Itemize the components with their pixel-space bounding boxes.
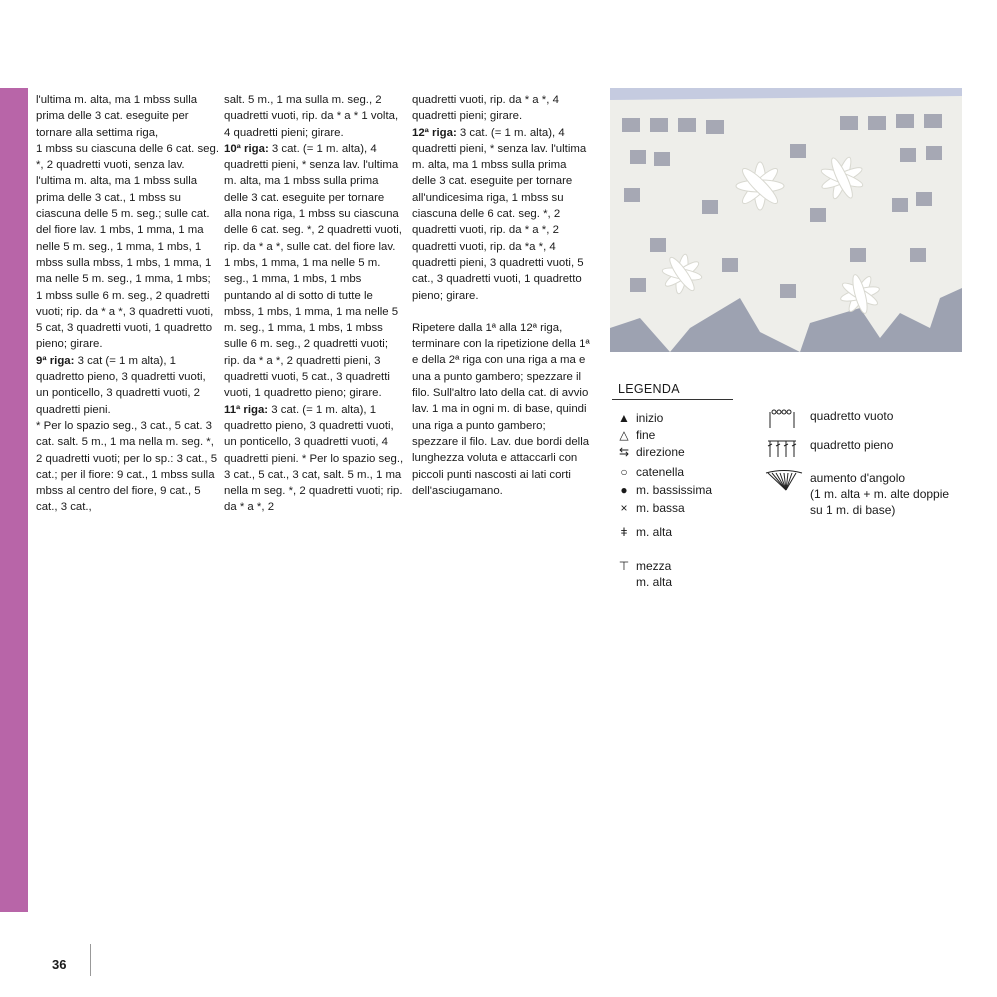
row-heading: 9ª riga: [36, 354, 75, 367]
text-column-1 [36, 92, 219, 516]
crochet-chart [40, 596, 930, 914]
paragraph [412, 92, 592, 125]
text-column-3 [412, 92, 592, 499]
legend-label: quadretto pieno [810, 438, 894, 452]
legend-item-bassissima [612, 482, 712, 498]
paragraph-text: quadretti vuoti, rip. da * a *, 4 quadretti pieni; girare. [412, 94, 559, 123]
paragraph [36, 141, 219, 353]
alta-icon: ǂ [620, 525, 628, 539]
legend-label: catenella [636, 465, 685, 479]
legend-label: aumento d'angolo (1 m. alta + m. alte doppie su 1 m. di base) [810, 471, 950, 517]
paragraph [36, 418, 219, 516]
legend-label: mezza m. alta [636, 559, 673, 589]
legend-item-inizio [612, 410, 663, 426]
legend-label: direzione [636, 445, 685, 459]
paragraph-text: 1 mbss su ciascuna delle 6 cat. seg. *, 2 quadretti vuoti, senza lav. l'ultima m. alta, ma 1 mbss sulla prima delle 3 cat., 1 mbss su ciascuna delle 5 m. seg.; sulle cat. del fiore lav. 1 mbs, 1 mma, 1 ma nelle 5 m. seg., 1 mma, 1 mbs, 1 mbss sulla mbss, 1 mbs, 1 mma, 1 ma nelle 5 m. seg., 1 mma, 1 mbs; 1 mbss sulle 6 m. seg., 2 quadretti vuoti; rip. da * a *, 3 quadretti vuoti, 5 cat, 3 quadretti vuoti, 1 quadretto pieno; girare. [36, 142, 219, 351]
fine-icon: △ [619, 428, 629, 442]
inizio-icon: ▲ [618, 411, 630, 425]
paragraph [224, 141, 404, 402]
legend-label: m. alta [636, 525, 673, 539]
text-column-2 [224, 92, 404, 516]
legend-label: quadretto vuoto [810, 409, 894, 423]
legend [612, 382, 962, 589]
lace-photo [610, 88, 962, 352]
legend-label: fine [636, 428, 656, 442]
legend-item-fine [612, 427, 655, 443]
legend-item-mezza-alta [612, 558, 672, 590]
paragraph-text: salt. 5 m., 1 ma sulla m. seg., 2 quadretti vuoti, rip. da * a * 1 volta, 4 quadretti pieni; girare. [224, 94, 399, 139]
quadretto-pieno-icon [764, 437, 810, 462]
paragraph-text: 3 cat. (= 1 m. alta), 4 quadretti pieni, * senza lav. l'ultima m. alta, ma 1 mbss sulla prima delle 3 cat. eseguite per tornare alla nona riga, 1 mbss su ciascuna delle 6 cat. seg. *, 2 quadretti vuoti, rip. da * a *, sulle cat. del fiore lav. 1 mbs, 1 mma, 1 ma nelle 5 m. seg., 1 mma, 1 mbs, 1 mbs puntando al di sotto di tutte le mbss, 1 mbs, 1 mma, 1 ma nelle 5 m. seg., 1 mma, 1 mbs, 1 mbss sulle 6 m. seg., 2 quadretti vuoti; rip. da * a *, 2 quadretti pieni, 3 quadretti vuoti, 5 cat., 3 quadretti vuoti, 1 quadretto pieno; girare. [224, 142, 402, 400]
legend-label: inizio [636, 411, 664, 425]
legend-title: LEGENDA [612, 382, 733, 400]
legend-item-quadretto-pieno [764, 437, 893, 462]
legend-label: m. bassissima [636, 483, 713, 497]
legend-item-direzione [612, 444, 685, 460]
paragraph [36, 92, 219, 141]
catenella-icon: ○ [620, 465, 628, 479]
page-number-divider [90, 944, 91, 976]
paragraph [224, 402, 404, 516]
legend-item-alta [612, 524, 672, 540]
quadretto-vuoto-icon [764, 408, 810, 433]
mezza-alta-icon: ⊤ [618, 559, 630, 573]
paragraph-text: Ripetere dalla 1ª alla 12ª riga, terminare con la ripetizione della 1ª e della 2ª riga con una riga a ma e una a punto gambero; spezzare il filo. Sull'altro lato della cat. di avvio lav. 1 ma in ogni m. di base, quindi una riga a punto gambero; spezzare il filo. Lav. due bordi della lunghezza voluta e attaccarli con piccoli punti nascosti ai lati corti dell'asciugamano. [412, 321, 590, 497]
legend-item-catenella [612, 464, 684, 480]
paragraph [224, 92, 404, 141]
legend-item-quadretto-vuoto [764, 408, 893, 433]
aumento-angolo-icon [764, 470, 810, 495]
row-heading: 12ª riga: [412, 126, 457, 139]
row-heading: 10ª riga: [224, 142, 269, 155]
paragraph-text: * Per lo spazio seg., 3 cat., 5 cat. 3 cat. salt. 5 m., 1 ma nella m. seg. *, 2 quadretti vuoti; per lo sp.: 3 cat., 5 cat.; per il fiore: 9 cat., 1 mbss sulla mbss al centro del fiore, 9 cat., 5 cat., 3 cat., [36, 419, 218, 514]
row-heading: 11ª riga: [224, 403, 269, 416]
paragraph-text: 3 cat. (= 1 m. alta), 4 quadretti pieni, * senza lav. l'ultima m. alta, ma 1 mbss sulla prima delle 3 cat. eseguite per tornare all'undicesima riga, 1 mbss su ciascuna delle 6 cat. seg. *, 2 quadretti vuoti, rip. da * a *, 2 quadretti vuoti, rip. da *a *, 4 quadretti pieni, 3 quadretti vuoti, 5 cat., 3 quadretti vuoti, 1 quadretto pieno; girare. [412, 126, 587, 302]
paragraph [412, 320, 592, 499]
bassissima-icon: ● [620, 483, 628, 497]
bassa-icon: × [620, 501, 628, 515]
paragraph-text: 3 cat. (= 1 m. alta), 1 quadretto pieno, 3 quadretti vuoti, un ponticello, 3 quadretti vuoti, 4 quadretti pieni. * Per lo spazio seg., 3 cat., 5 cat., 3 cat, salt. 5 m., 1 ma nella m seg. *, 2 quadretti vuoti; rip. da * a *, 2 [224, 403, 404, 514]
paragraph [412, 125, 592, 304]
legend-label: m. bassa [636, 501, 685, 515]
direzione-icon: ⇆ [618, 445, 630, 459]
paragraph [36, 353, 219, 418]
paragraph-text: 3 cat (= 1 m alta), 1 quadretto pieno, 3 quadretti vuoti, un ponticello, 3 quadretti vuoti, 2 quadretti pieni. [36, 354, 206, 416]
section-color-bar [0, 88, 28, 912]
legend-item-bassa [612, 500, 685, 516]
legend-item-aumento-angolo [764, 470, 949, 518]
paragraph-text: l'ultima m. alta, ma 1 mbss sulla prima delle 3 cat. eseguite per tornare alla settima riga, [36, 94, 198, 139]
page-number: 36 [52, 957, 67, 972]
